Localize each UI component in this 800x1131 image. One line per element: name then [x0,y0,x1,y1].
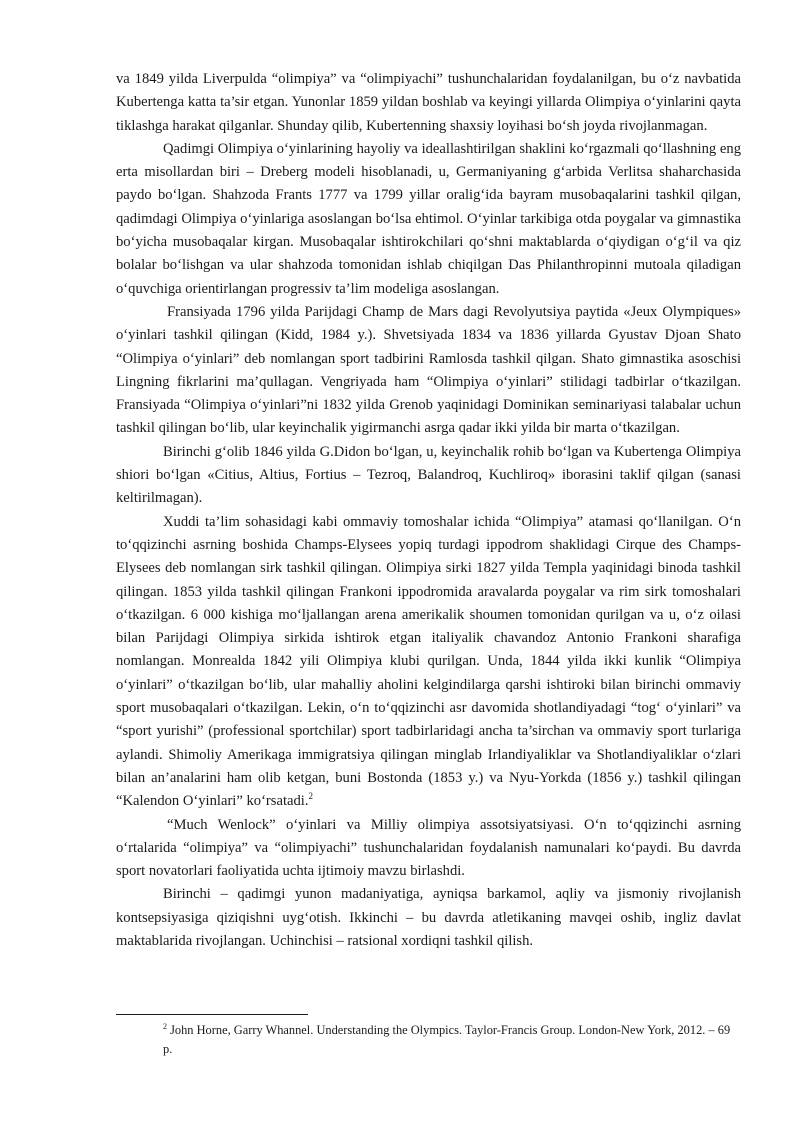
paragraph-with-footnote [116,511,741,814]
footnote-separator [116,1014,308,1015]
paragraph: Fransiyada 1796 yilda Parijdagi Champ de Mars dagi Revolyutsiya paytida «Jeux Olympiques» o‘yinlari tashkil qilingan (Kidd, 1984 y.). Shvetsiyada 1834 va 1836 yillarda Gyustav Djoan Shato “Olimpiya o‘yinlari” deb nomlangan sport tadbirini Ramlosda tashkil qilgan. Shato gimnastika asoschisi Lingning fikrlarini ma’qullagan. Vengriyada ham “Olimpiya o‘yinlari” stilidagi tadbirlar o‘tkazilgan. Fransiyada “Olimpiya o‘yinlari”ni 1832 yilda Grenob yaqinidagi Dominikan seminariyasi talabalar uchun tashkil qilingan bo‘lib, ular keyinchalik yigirmanchi asrga qadar ikki yilda bir marta o‘tkazilgan. [116,303,741,437]
paragraph: “Much Wenlock” o‘yinlari va Milliy olimpiya assotsiyatsiyasi. O‘n to‘qqizinchi asrning o‘rtalarida “olimpiya” va “olimpiyachi” tushunchalaridan foydalanish namunalari ko‘paydi. Bu davrda sport novatorlari faoliyatida uchta ijtimoiy mavzu birlashdi. [116,816,741,880]
footnote-text: John Horne, Garry Whannel. Understanding the Olympics. Taylor-Francis Group. London-New York, 2012. – 69 p. [163,1023,731,1056]
footnote-entry [116,1021,741,1059]
document-body [116,68,741,953]
footnote [116,1021,741,1059]
paragraph: Birinchi – qadimgi yunon madaniyatiga, ayniqsa barkamol, aqliy va jismoniy rivojlanish kontsepsiyasiga qiziqishni uyg‘otish. Ikkinchi – bu davrda atletikaning mavqei oshib, ingliz davlat maktablarida rivojlangan. Uchinchisi – ratsional xordiqni tashkil qilish. [116,886,741,949]
paragraph: va 1849 yilda Liverpulda “olimpiya” va “olimpiyachi” tushunchalaridan foydalanilgan, bu o‘z navbatida Kubertenga katta ta’sir etgan. Yunonlar 1859 yildan boshlab va keyingi yillarda Olimpiya o‘yinlarini qayta tiklashga harakat qilganlar. Shunday qilib, Kubertenning shaxsiy loyihasi bo‘sh joyda rivojlanmagan. [116,71,741,134]
footnote-marker: 2 [163,1021,167,1031]
paragraph: Qadimgi Olimpiya o‘yinlarining hayoliy va ideallashtirilgan shaklini ko‘rgazmali qo‘llashning eng erta misollardan biri – Dreberg modeli hisoblanadi, u, Germaniyaning g‘arbida Verlitsa shaharchasida paydo bo‘lgan. Shahzoda Frants 1777 va 1799 yillar oralig‘ida bayram musobaqalarini tashkil qilgan, qadimdagi Olimpiya o‘yinlariga asoslangan bo‘lsa ehtimol. O‘yinlar tarkibiga otda poygalar va gimnastika bo‘yicha musobaqalar kirgan. Musobaqalar ishtirokchilari qo‘shni maktablarda o‘qiydigan o‘g‘il va qiz bolalar bo‘lishgan va ular shahzoda tomonidan ishlab chiqilgan Das Philanthropinni mutoala qiladigan o‘quvchiga orientirlangan progressiv ta’lim modeliga asoslangan. [116,140,741,297]
footnote-reference[interactable]: 2 [308,791,313,802]
paragraph-text: Xuddi ta’lim sohasidagi kabi ommaviy tomoshalar ichida “Olimpiya” atamasi qo‘llanilgan. O‘n to‘qqizinchi asrning boshida Champs-Elysees yopiq turdagi ippodrom shaklidagi Cirque des Champs-Elysees deb nomlangan sirk tashkil qilingan. Olimpiya sirki 1827 yilda Templa yaqinidagi binoda tashkil qilingan. 1853 yilda tashkil qilingan Frankoni ippodromida aravalarda poygalar va rim sirk tomoshalari o‘tkazilgan. 6 000 kishiga mo‘ljallangan arena amerikalik shoumen tomonidan qurilgan va u, o‘z oilasi bilan Parijdagi Olimpiya sirkida ishtirok etgan italiyalik chavandoz Antonio Frankoni sharafiga nomlangan. Monrealda 1842 yili Olimpiya klubi qurilgan. Unda, 1844 yilda ikki kunlik “Olimpiya o‘yinlari” o‘tkazilgan bo‘lib, ular mahalliy aholini kelgindilarga qarshi ishtiroki bilan birinchi ommaviy sport musobaqalari o‘tkazilgan. Lekin, o‘n to‘qqizinchi asr davomida shotlandiyadagi “tog‘ o‘yinlari” va “sport yurishi” (professional sportchilar) sport tadbirlaridagi ancha ta’sirchan va ommaviy sport turlariga aylandi. Shimoliy Amerikaga immigratsiya qilingan minglab Irlandiyaliklar va Shotlandiyaliklar o‘zlari bilan an’analarini ham olib ketgan, buni Bostonda (1853 y.) va Nyu-Yorkda (1856 y.) tashkil qilingan “Kalendon O‘yinlari” ko‘rsatadi. [116,513,741,810]
paragraph: Birinchi g‘olib 1846 yilda G.Didon bo‘lgan, u, keyinchalik rohib bo‘lgan va Kubertenga Olimpiya shiori bo‘lgan «Citius, Altius, Fortius – Tezroq, Balandroq, Kuchliroq» iborasini taklif qilgan (sanasi keltirilmagan). [116,443,741,507]
